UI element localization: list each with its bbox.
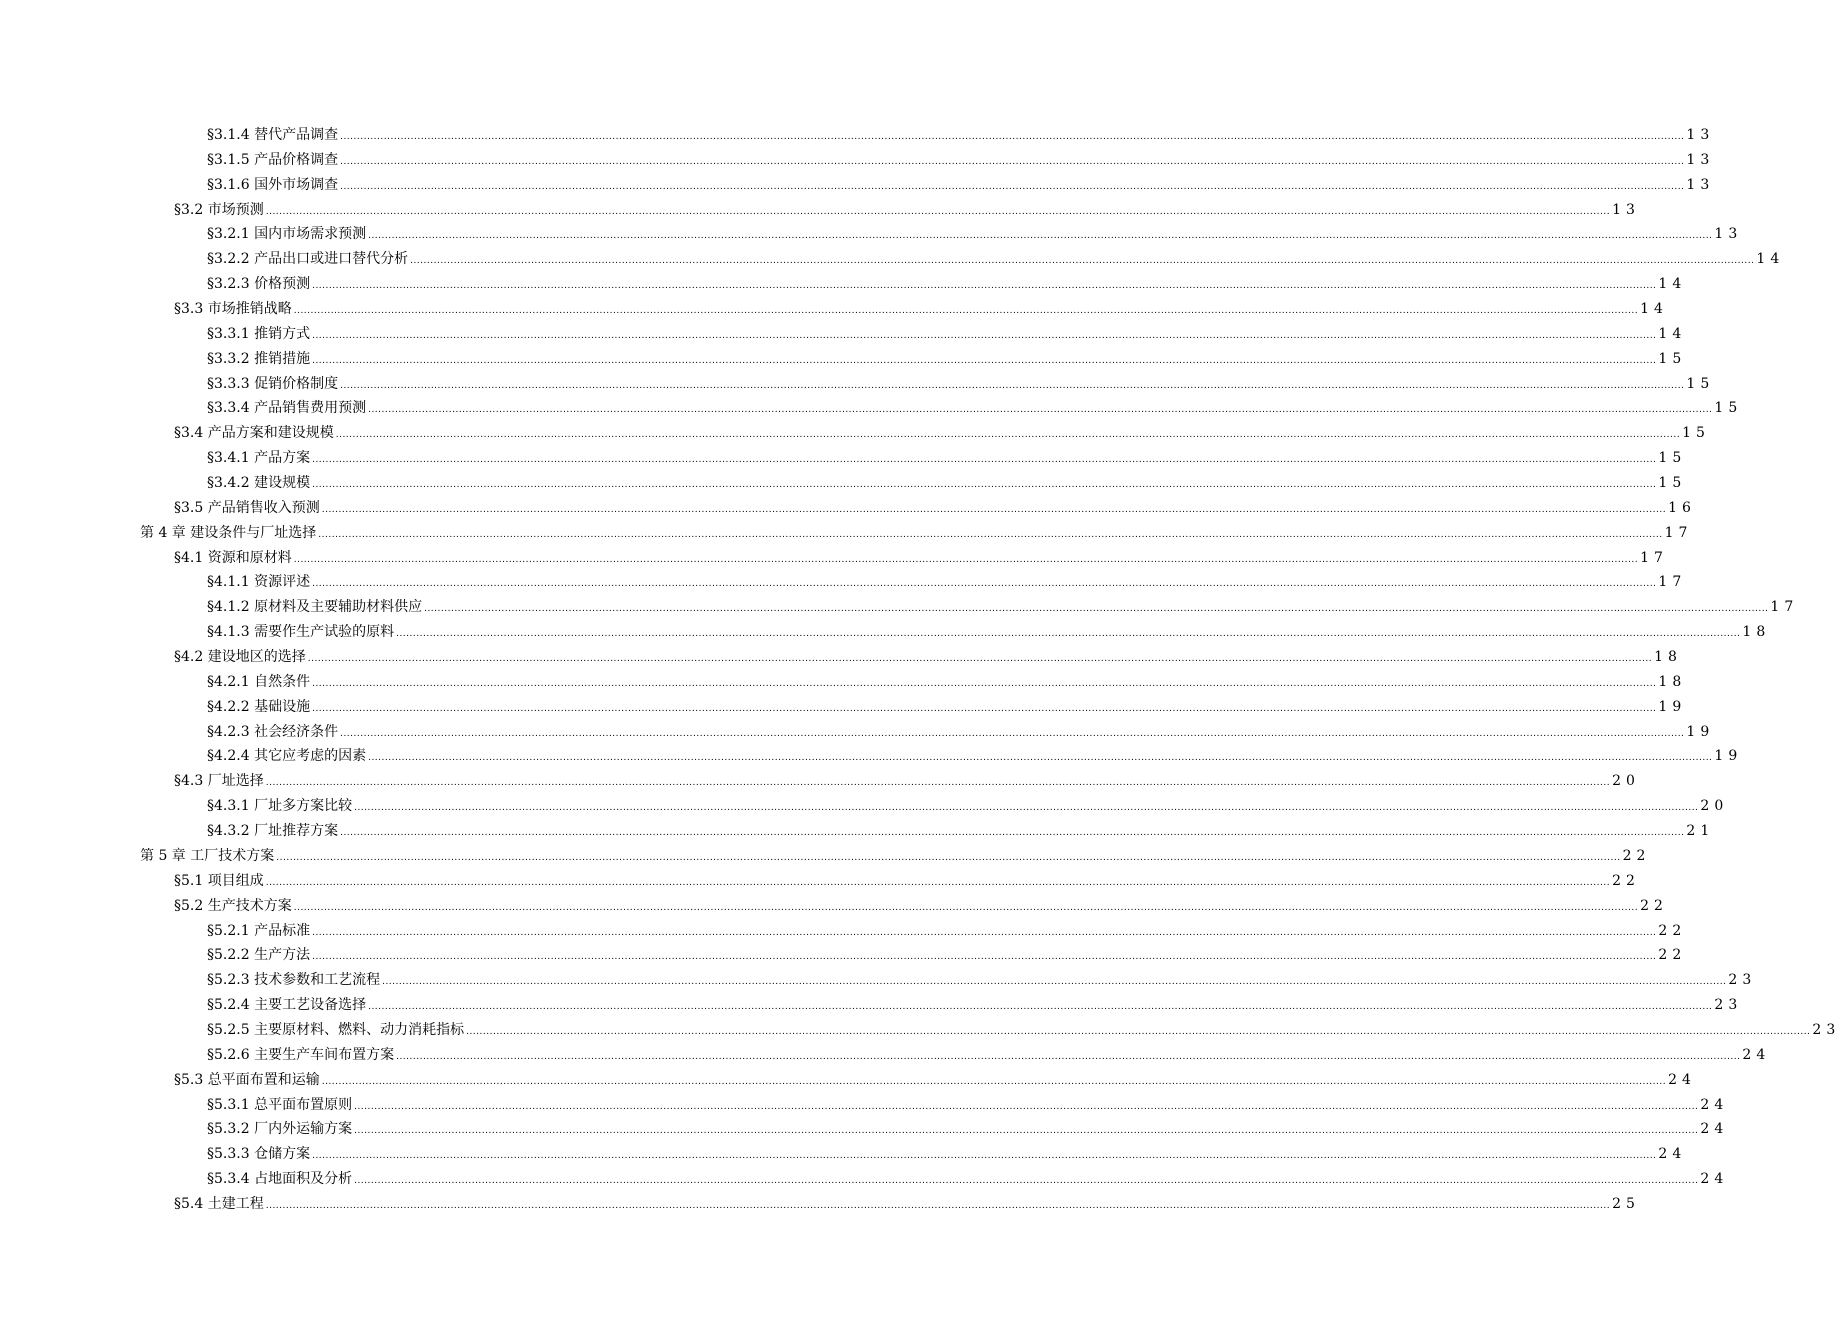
toc-page-number: 23 [1812,1021,1840,1038]
toc-entry-title: §4.2.2 基础设施 [207,698,311,715]
toc-dot-leader: ................................................................................................................................................................................................................................................................................................................................................................................................................ [293,554,1639,565]
toc-page-number: 13 [1686,176,1715,193]
toc-entry-title: §3.4.2 建设规模 [207,475,311,492]
toc-page-number: 23 [1728,972,1757,989]
toc-entry[interactable] [0,968,1757,993]
toc-page-number: 14 [1640,301,1668,318]
toc-entry-title: 第 4 章 建设条件与厂址选择 [140,524,317,541]
toc-page-number: 18 [1654,649,1682,666]
toc-page-number: 20 [1612,773,1640,790]
toc-entry-title: §3.1.5 产品价格调查 [207,151,339,168]
toc-dot-leader: ................................................................................................................................................................................................................................................................................................................................................................................................................ [340,728,1685,739]
toc-page-number: 25 [1612,1195,1640,1212]
toc-page-number: 15 [1658,450,1687,467]
toc-dot-leader: ................................................................................................................................................................................................................................................................................................................................................................................................................ [265,778,1611,789]
toc-page-number: 13 [1686,151,1715,168]
toc-page-number: 15 [1686,375,1715,392]
toc-dot-leader: ................................................................................................................................................................................................................................................................................................................................................................................................................ [312,952,1657,963]
toc-page-number: 14 [1658,276,1687,293]
toc-entry[interactable] [0,297,1668,322]
toc-entry[interactable] [0,620,1771,645]
toc-entry-title: §4.1.2 原材料及主要辅助材料供应 [207,599,423,616]
toc-dot-leader: ................................................................................................................................................................................................................................................................................................................................................................................................................ [368,231,1713,242]
toc-dot-leader: ................................................................................................................................................................................................................................................................................................................................................................................................................ [312,1151,1657,1162]
toc-entry-title: §3.1.4 替代产品调查 [207,127,339,143]
toc-dot-leader: ................................................................................................................................................................................................................................................................................................................................................................................................................ [307,654,1653,665]
toc-dot-leader: ................................................................................................................................................................................................................................................................................................................................................................................................................ [368,1002,1713,1013]
toc-page-number: 16 [1668,499,1696,516]
toc-page-number: 24 [1700,1171,1729,1188]
toc-entry-title: §4.3 厂址选择 [174,773,264,790]
toc-entry-title: §3.3.3 促销价格制度 [207,375,339,392]
toc-dot-leader: ................................................................................................................................................................................................................................................................................................................................................................................................................ [321,504,1667,515]
toc-entry-title: §5.3.1 总平面布置原则 [207,1096,353,1113]
toc-entry[interactable] [0,247,1785,272]
toc-page-number: 20 [1700,798,1729,815]
toc-page-number: 18 [1742,624,1771,641]
toc-page-number: 13 [1686,127,1715,143]
toc-page-number: 17 [1658,574,1687,591]
toc-dot-leader: ................................................................................................................................................................................................................................................................................................................................................................................................................ [293,902,1639,913]
toc-entry[interactable] [0,471,1687,496]
toc-dot-leader: ................................................................................................................................................................................................................................................................................................................................................................................................................ [312,330,1657,341]
toc-page-number: 24 [1700,1121,1729,1138]
toc-dot-leader: ................................................................................................................................................................................................................................................................................................................................................................................................................ [340,380,1685,391]
toc-entry-title: §3.2.3 价格预测 [207,276,311,293]
toc-entry[interactable] [0,396,1743,421]
toc-entry-title: §4.3.2 厂址推荐方案 [207,823,339,840]
toc-dot-leader: ................................................................................................................................................................................................................................................................................................................................................................................................................ [312,355,1657,366]
toc-entry-title: §3.5 产品销售收入预测 [174,499,320,516]
toc-entry[interactable] [0,894,1668,919]
toc-entry[interactable] [0,1142,1687,1167]
toc-entry[interactable] [0,1117,1729,1142]
toc-entry-title: §5.2.3 技术参数和工艺流程 [207,972,381,989]
toc-dot-leader: ................................................................................................................................................................................................................................................................................................................................................................................................................ [312,678,1657,689]
toc-dot-leader: ................................................................................................................................................................................................................................................................................................................................................................................................................ [410,256,1755,267]
toc-entry[interactable] [0,1068,1696,1093]
toc-dot-leader: ................................................................................................................................................................................................................................................................................................................................................................................................................ [340,181,1685,192]
toc-entry-title: §5.1 项目组成 [174,872,264,889]
toc-entry-title: §3.3.1 推销方式 [207,325,311,342]
toc-page-number: 22 [1658,922,1687,939]
toc-page-number: 15 [1714,400,1743,417]
toc-entry[interactable] [0,570,1687,595]
toc-entry-title: §4.2 建设地区的选择 [174,649,306,666]
toc-page-number: 22 [1612,872,1640,889]
toc-entry[interactable] [0,446,1687,471]
toc-dot-leader: ................................................................................................................................................................................................................................................................................................................................................................................................................ [335,430,1681,441]
toc-page-number: 24 [1742,1046,1771,1063]
toc-entry-title: §3.2.1 国内市场需求预测 [207,226,367,243]
toc-page-number: 22 [1640,897,1668,914]
toc-dot-leader: ................................................................................................................................................................................................................................................................................................................................................................................................................ [312,703,1657,714]
toc-entry-title: §5.2.6 主要生产车间布置方案 [207,1046,395,1063]
toc-entry[interactable] [0,1093,1729,1118]
toc-dot-leader: ................................................................................................................................................................................................................................................................................................................................................................................................................ [466,1026,1811,1037]
toc-page-number: 15 [1658,350,1687,367]
toc-entry-title: §5.3.2 厂内外运输方案 [207,1121,353,1138]
toc-page-number: 18 [1658,673,1687,690]
toc-entry-title: §4.1.3 需要作生产试验的原料 [207,624,395,641]
toc-entry[interactable] [0,869,1640,894]
toc-entry[interactable] [0,546,1668,571]
toc-entry[interactable] [0,919,1687,944]
toc-page-number: 17 [1770,599,1799,616]
toc-entry-title: §4.2.4 其它应考虑的因素 [207,748,367,765]
toc-entry[interactable] [0,670,1687,695]
toc-dot-leader: ................................................................................................................................................................................................................................................................................................................................................................................................................ [368,405,1713,416]
toc-entry[interactable] [0,1043,1771,1068]
toc-page-number: 14 [1658,325,1687,342]
toc-entry[interactable] [0,148,1715,173]
toc-page-number: 19 [1658,698,1687,715]
toc-entry[interactable] [0,595,1799,620]
toc-page-number: 24 [1658,1146,1687,1163]
toc-entry[interactable] [0,198,1640,223]
toc-dot-leader: ................................................................................................................................................................................................................................................................................................................................................................................................................ [312,579,1657,590]
toc-entry[interactable] [0,222,1743,247]
toc-entry[interactable] [0,744,1743,769]
toc-page-number: 13 [1714,226,1743,243]
toc-page-number: 19 [1714,748,1743,765]
toc-entry[interactable] [0,1018,1840,1043]
toc-dot-leader: ................................................................................................................................................................................................................................................................................................................................................................................................................ [312,455,1657,466]
toc-entry[interactable] [0,347,1687,372]
toc-entry[interactable] [0,421,1710,446]
toc-entry[interactable] [0,769,1640,794]
toc-entry-title: §5.2.4 主要工艺设备选择 [207,997,367,1014]
toc-entry-title: §5.2.1 产品标准 [207,922,311,939]
toc-page-number: 17 [1664,524,1693,541]
toc-dot-leader: ................................................................................................................................................................................................................................................................................................................................................................................................................ [312,281,1657,292]
toc-page-number: 15 [1658,475,1687,492]
toc-entry-title: §5.3 总平面布置和运输 [174,1071,320,1088]
toc-entry[interactable] [0,173,1715,198]
toc-entry[interactable] [0,993,1743,1018]
toc-dot-leader: ................................................................................................................................................................................................................................................................................................................................................................................................................ [354,803,1699,814]
toc-entry[interactable] [0,1192,1640,1217]
toc-dot-leader: ................................................................................................................................................................................................................................................................................................................................................................................................................ [396,1051,1741,1062]
toc-entry[interactable] [0,844,1651,869]
toc-entry[interactable] [0,695,1687,720]
toc-page-number: 23 [1714,997,1743,1014]
toc-entry-title: §3.3.2 推销措施 [207,350,311,367]
toc-dot-leader: ................................................................................................................................................................................................................................................................................................................................................................................................................ [321,1076,1667,1087]
toc-page-number: 15 [1682,425,1710,442]
toc-dot-leader: ................................................................................................................................................................................................................................................................................................................................................................................................................ [312,927,1657,938]
toc-entry-title: §4.3.1 厂址多方案比较 [207,798,353,815]
toc-entry[interactable] [0,272,1687,297]
toc-entry-title: §3.3 市场推销战略 [174,301,292,318]
toc-entry[interactable] [0,496,1696,521]
toc-dot-leader: ................................................................................................................................................................................................................................................................................................................................................................................................................ [265,877,1611,888]
toc-entry-title: §5.2.2 生产方法 [207,947,311,964]
toc-page-number: 24 [1700,1096,1729,1113]
toc-entry-title: §5.3.4 占地面积及分析 [207,1171,353,1188]
toc-entry[interactable] [0,521,1693,546]
toc-entry-title: §3.3.4 产品销售费用预测 [207,400,367,417]
toc-entry-title: §5.2.5 主要原材料、燃料、动力消耗指标 [207,1021,465,1038]
toc-dot-leader: ................................................................................................................................................................................................................................................................................................................................................................................................................ [265,206,1611,217]
toc-entry[interactable] [0,1167,1729,1192]
toc-entry-title: §4.1 资源和原材料 [174,549,292,566]
toc-page-number: 24 [1668,1071,1696,1088]
toc-dot-leader: ................................................................................................................................................................................................................................................................................................................................................................................................................ [318,529,1663,540]
toc-entry-title: §3.2.2 产品出口或进口替代分析 [207,251,409,268]
toc-entry[interactable] [0,794,1729,819]
toc-dot-leader: ................................................................................................................................................................................................................................................................................................................................................................................................................ [340,156,1685,167]
toc-entry-title: §3.2 市场预测 [174,201,264,218]
toc-entry-title: §4.2.3 社会经济条件 [207,723,339,740]
toc-entry-title: §3.4 产品方案和建设规模 [174,425,334,442]
toc-page-number: 21 [1686,823,1715,840]
toc-dot-leader: ................................................................................................................................................................................................................................................................................................................................................................................................................ [293,306,1639,317]
toc-dot-leader: ................................................................................................................................................................................................................................................................................................................................................................................................................ [354,1101,1699,1112]
toc-entry[interactable] [0,372,1715,397]
toc-entry-title: §5.3.3 仓储方案 [207,1146,311,1163]
toc-dot-leader: ................................................................................................................................................................................................................................................................................................................................................................................................................ [424,604,1769,615]
toc-entry-title: 第 5 章 工厂技术方案 [140,847,275,864]
toc-page-number: 22 [1622,847,1651,864]
toc-dot-leader: ................................................................................................................................................................................................................................................................................................................................................................................................................ [354,1176,1699,1187]
toc-page-number: 14 [1756,251,1785,268]
toc-entry[interactable] [0,819,1715,844]
toc-entry-title: §4.2.1 自然条件 [207,673,311,690]
toc-dot-leader: ................................................................................................................................................................................................................................................................................................................................................................................................................ [382,977,1727,988]
toc-entry-title: §4.1.1 资源评述 [207,574,311,591]
toc-dot-leader: ................................................................................................................................................................................................................................................................................................................................................................................................................ [368,753,1713,764]
toc-entry[interactable] [0,943,1687,968]
toc-dot-leader: ................................................................................................................................................................................................................................................................................................................................................................................................................ [354,1126,1699,1137]
toc-dot-leader: ................................................................................................................................................................................................................................................................................................................................................................................................................ [276,852,1621,863]
toc-entry-title: §5.2 生产技术方案 [174,897,292,914]
toc-dot-leader: ................................................................................................................................................................................................................................................................................................................................................................................................................ [340,828,1685,839]
table-of-contents [0,123,1840,1217]
toc-entry[interactable] [0,123,1715,148]
toc-entry-title: §3.1.6 国外市场调查 [207,176,339,193]
toc-dot-leader: ................................................................................................................................................................................................................................................................................................................................................................................................................ [312,480,1657,491]
toc-page-number: 22 [1658,947,1687,964]
toc-entry[interactable] [0,645,1682,670]
toc-entry[interactable] [0,720,1715,745]
toc-page-number: 13 [1612,201,1640,218]
toc-dot-leader: ................................................................................................................................................................................................................................................................................................................................................................................................................ [265,1200,1611,1211]
toc-entry-title: §3.4.1 产品方案 [207,450,311,467]
toc-entry[interactable] [0,322,1687,347]
toc-dot-leader: ................................................................................................................................................................................................................................................................................................................................................................................................................ [396,629,1741,640]
toc-dot-leader: ................................................................................................................................................................................................................................................................................................................................................................................................................ [340,132,1685,142]
toc-page-number: 17 [1640,549,1668,566]
toc-page-number: 19 [1686,723,1715,740]
toc-entry-title: §5.4 土建工程 [174,1195,264,1212]
